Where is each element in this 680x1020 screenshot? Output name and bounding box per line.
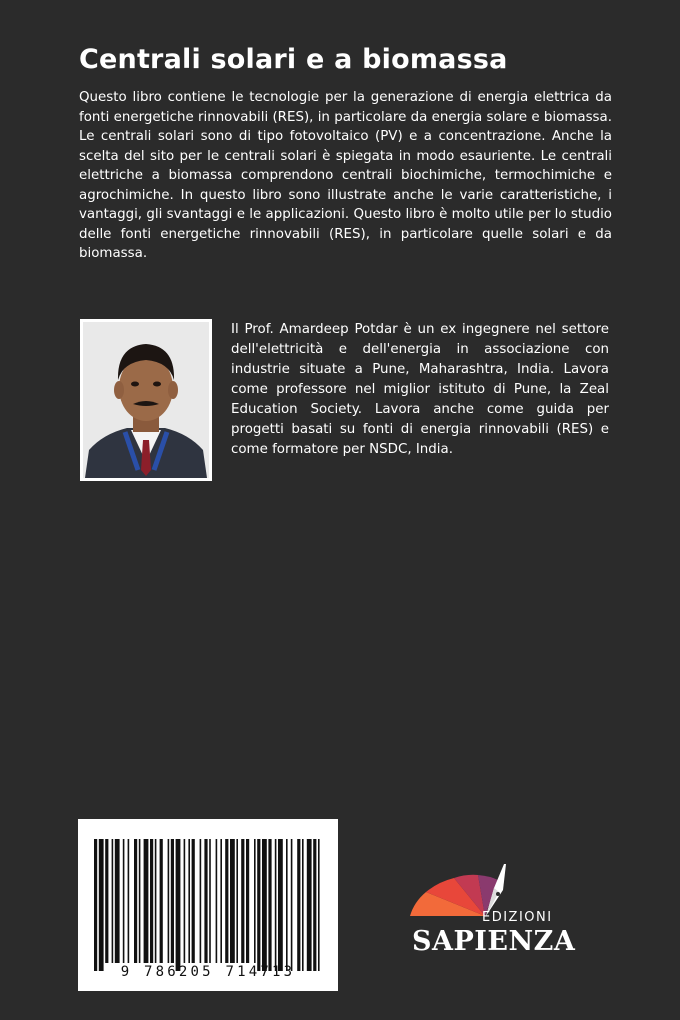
barcode-bar	[209, 839, 211, 963]
barcode-bar	[246, 839, 249, 963]
isbn-barcode	[78, 819, 338, 991]
barcode-bar	[94, 839, 97, 971]
barcode-bar	[160, 839, 163, 963]
publisher-line1: EDIZIONI	[482, 910, 553, 925]
barcode-bar	[184, 839, 186, 963]
barcode-bar	[225, 839, 228, 963]
barcode-bar	[262, 839, 267, 971]
barcode-bar	[150, 839, 153, 963]
barcode-bar	[99, 839, 104, 971]
barcode-bar	[220, 839, 222, 963]
author-bio: Il Prof. Amardeep Potdar è un ex ingegnere nel settore dell'elettricità e dell'energia in associazione con industrie situate a Pune, Maharashtra, India. Lavora come professore nel miglior istituto di Pune, la Zeal Education Society. Lavora anche come guida per progetti basati su fonti di energia rinnovabili (RES) e come formatore per NSDC, India.	[231, 322, 609, 457]
barcode-bar	[168, 839, 170, 963]
author-photo	[80, 319, 212, 481]
book-description: Questo libro contiene le tecnologie per la generazione di energia elettrica da fonti energetiche rinnovabili (RES), in particolare da energia solare e biomassa. Le centrali solari sono di tipo fotovoltaico (PV) e a concentrazione. Anche la scelta del sito per le centrali solari è spiegata in modo esauriente. Le centrali elettriche a biomassa comprendono centrali biochimiche, termochimiche e agrochimiche. In questo libro sono illustrate anche le varie caratteristiche, i vantaggi, gli svantaggi e le applicazioni. Questo libro è molto utile per lo studio delle fonti energetiche rinnovabili (RES), in particolare quelle solari e da biomassa.	[79, 90, 612, 261]
barcode-bar	[204, 839, 207, 963]
barcode-bar	[176, 839, 181, 971]
isbn-number: 9 786205 714713	[120, 964, 296, 980]
barcode-bar	[236, 839, 238, 963]
barcode-bar	[291, 839, 293, 971]
barcode-bar	[307, 839, 312, 971]
barcode-bar	[297, 839, 300, 971]
barcode-bar	[313, 839, 316, 971]
barcode-bar	[257, 839, 260, 971]
barcode-bar	[318, 839, 320, 971]
barcode-bar	[155, 839, 157, 963]
barcode-bar	[105, 839, 108, 963]
barcode-bar	[278, 839, 283, 971]
barcode-bar	[134, 839, 137, 963]
barcode-bar	[200, 839, 202, 963]
barcode-bar	[230, 839, 235, 963]
barcode-bar	[302, 839, 304, 971]
barcode-bar	[139, 839, 141, 963]
author-portrait-image	[83, 322, 209, 478]
publisher-line2: SAPIENZA	[412, 926, 576, 957]
barcode-bar	[112, 839, 114, 963]
barcode-bar	[241, 839, 244, 963]
barcode-bar	[188, 839, 190, 963]
book-title: Centrali solari e a biomassa	[79, 44, 508, 75]
barcode-bar	[171, 839, 174, 963]
barcode-bar	[275, 839, 277, 971]
publisher-logo	[400, 858, 576, 962]
barcode-bar	[123, 839, 125, 963]
barcode-bar	[128, 839, 130, 963]
barcode-bar	[144, 839, 149, 963]
barcode-bar	[254, 839, 256, 963]
barcode-bar	[268, 839, 271, 971]
barcode-bar	[216, 839, 218, 963]
barcode-bar	[115, 839, 120, 963]
barcode-bar	[286, 839, 288, 971]
barcode-bar	[192, 839, 195, 963]
